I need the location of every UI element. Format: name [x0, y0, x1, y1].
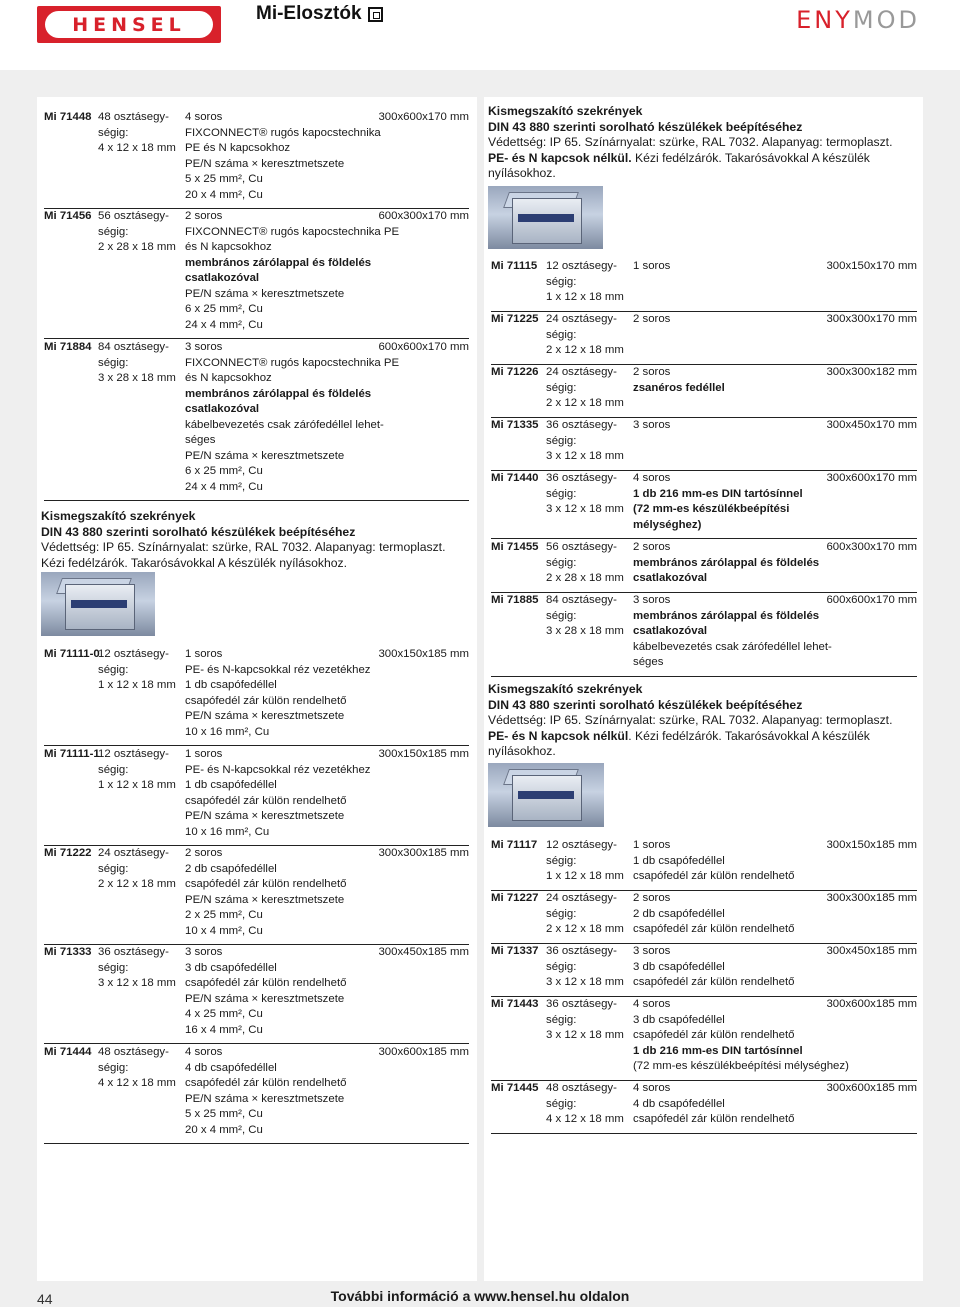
description-line: 3 soros — [633, 594, 671, 606]
module-capacity — [546, 944, 636, 991]
description-line: (72 mm-es készülékbeépítési mélységhez) — [633, 1060, 849, 1072]
description-line: 2 soros — [633, 366, 671, 378]
product-image — [488, 186, 603, 249]
product-description — [185, 846, 346, 939]
row-divider — [491, 676, 917, 677]
product-code: Mi 71335 — [491, 419, 539, 431]
product-row — [491, 259, 917, 312]
product-code: Mi 71455 — [491, 541, 539, 553]
module-capacity-line: ségig: — [546, 960, 577, 973]
product-dimensions: 300x450x185 mm — [826, 945, 917, 957]
section-text: Védettség: IP 65. Színárnyalat: szürke, RAL 7032. Alapanyag: termoplaszt. — [41, 540, 446, 554]
description-line: 2 x 25 mm², Cu — [185, 909, 263, 921]
product-code: Mi 71117 — [491, 839, 538, 851]
description-line: 1 db 216 mm-es DIN tartósínnel — [633, 487, 803, 500]
product-row — [44, 209, 469, 339]
product-description — [633, 593, 832, 671]
section-subtitle: DIN 43 880 szerinti sorolható készülékek beépítéséhez — [488, 119, 803, 134]
module-capacity-line: ségig: — [98, 126, 129, 139]
description-line: csatlakozóval — [185, 403, 260, 415]
description-line: membrános zárólappal és földelés — [633, 609, 820, 622]
description-line: 3 soros — [633, 419, 671, 431]
product-code: Mi 71445 — [491, 1082, 539, 1094]
section-text: Védettség: IP 65. Színárnyalat: szürke, RAL 7032. Alapanyag: termoplaszt. — [488, 713, 893, 727]
module-capacity — [546, 1081, 636, 1128]
footer-link-text: További információ a www.hensel.hu oldalon — [330, 1288, 630, 1304]
product-dimensions: 300x300x185 mm — [826, 892, 917, 904]
product-row — [491, 944, 917, 997]
description-line: csapófedél zár külön rendelhető — [185, 1077, 347, 1089]
description-line: PE/N száma × keresztmetszete — [185, 1092, 345, 1105]
module-capacity-line: 24 osztásegy- — [546, 313, 617, 325]
product-row — [491, 593, 917, 677]
product-row — [44, 340, 469, 501]
product-description — [185, 647, 371, 740]
module-capacity-line: 1 x 12 x 18 mm — [98, 679, 176, 691]
product-row — [491, 540, 917, 593]
module-capacity-line: 12 osztásegy- — [546, 260, 617, 272]
product-row — [44, 747, 469, 846]
product-code: Mi 71222 — [44, 847, 92, 859]
page-title — [256, 3, 383, 25]
product-description — [633, 944, 794, 991]
product-description — [633, 997, 849, 1075]
module-capacity-line: 3 x 28 x 18 mm — [98, 372, 176, 384]
left-column — [37, 97, 477, 1281]
module-capacity-line: ségig: — [546, 907, 577, 920]
module-capacity — [98, 945, 188, 992]
product-description — [633, 838, 794, 885]
right-section-header-2 — [488, 682, 892, 760]
module-capacity — [546, 891, 636, 938]
description-line: PE/N száma × keresztmetszete — [185, 992, 345, 1005]
module-capacity-line: 4 x 12 x 18 mm — [98, 1077, 176, 1089]
product-image — [488, 763, 604, 827]
module-capacity-line: 2 x 12 x 18 mm — [98, 878, 176, 890]
product-code: Mi 71885 — [491, 594, 539, 606]
module-capacity — [546, 838, 636, 885]
product-row — [44, 945, 469, 1044]
module-capacity-line: 3 x 12 x 18 mm — [546, 450, 624, 462]
module-capacity-line: 36 osztásegy- — [546, 419, 617, 431]
product-dimensions: 600x300x170 mm — [378, 210, 469, 222]
product-row — [44, 846, 469, 945]
section-text: PE- és N kapcsok nélkül. Kézi fedélzárók. Takarósávokkal A készülék — [488, 150, 870, 165]
description-line: kábelbevezetés csak zárófedéllel lehet- — [185, 418, 384, 431]
description-line: 4 soros — [633, 998, 671, 1010]
product-description — [633, 471, 803, 533]
module-capacity-line: ségig: — [546, 275, 577, 288]
right-section-header-1 — [488, 104, 892, 182]
module-capacity-line: 12 osztásegy- — [546, 839, 617, 851]
product-dimensions: 300x600x170 mm — [826, 472, 917, 484]
description-line: PE/N száma × keresztmetszete — [185, 157, 345, 170]
page-title-text: Mi-Elosztók — [256, 3, 362, 24]
description-line: és N kapcsokhoz — [185, 372, 272, 384]
module-capacity-line: ségig: — [98, 356, 129, 369]
product-row — [491, 471, 917, 539]
product-dimensions: 300x300x170 mm — [826, 313, 917, 325]
module-capacity — [98, 340, 188, 387]
module-capacity-line: 12 osztásegy- — [98, 648, 169, 660]
description-line: PE és N kapcsokhoz — [185, 142, 291, 154]
product-code: Mi 71227 — [491, 892, 539, 904]
description-line: csapófedél zár külön rendelhető — [185, 794, 347, 807]
module-capacity-line: ségig: — [98, 663, 129, 676]
section-title: Kismegszakító szekrények — [488, 104, 643, 118]
description-line: séges — [633, 656, 664, 668]
description-line: FIXCONNECT® rugós kapocstechnika PE — [185, 356, 400, 369]
row-divider — [44, 1043, 469, 1044]
description-line: FIXCONNECT® rugós kapocstechnika — [185, 126, 381, 139]
section-subtitle: DIN 43 880 szerinti sorolható készülékek beépítéséhez — [488, 697, 803, 712]
product-dimensions: 300x600x170 mm — [378, 111, 469, 123]
description-line: PE/N száma × keresztmetszete — [185, 449, 345, 462]
description-line: 2 db csapófedéllel — [633, 907, 725, 920]
product-dimensions: 300x150x170 mm — [826, 260, 917, 272]
description-line: 5 x 25 mm², Cu — [185, 1108, 263, 1120]
description-line: 2 soros — [185, 210, 223, 222]
section-title: Kismegszakító szekrények — [41, 509, 196, 523]
right-column — [484, 97, 923, 1281]
description-line: 4 soros — [633, 472, 671, 484]
product-image — [41, 572, 155, 636]
description-line: 24 x 4 mm², Cu — [185, 480, 263, 493]
description-line: 10 x 16 mm², Cu — [185, 725, 270, 738]
product-code: Mi 71111-1 — [44, 748, 100, 760]
description-line: 6 x 25 mm², Cu — [185, 303, 263, 315]
product-description — [185, 340, 399, 495]
module-capacity-line: ségig: — [98, 862, 129, 875]
product-dimensions: 600x600x170 mm — [378, 341, 469, 353]
product-code: Mi 71225 — [491, 313, 539, 325]
description-line: 1 soros — [633, 260, 671, 272]
module-capacity — [546, 997, 636, 1044]
product-code: Mi 71337 — [491, 945, 539, 957]
module-capacity — [98, 647, 188, 694]
product-description — [185, 209, 399, 333]
module-capacity — [546, 593, 636, 640]
module-capacity — [546, 259, 636, 306]
product-row — [491, 365, 917, 418]
description-line: 1 db csapófedéllel — [185, 679, 277, 691]
section-subtitle: DIN 43 880 szerinti sorolható készülékek beépítéséhez — [41, 524, 356, 539]
description-line: csapófedél zár külön rendelhető — [185, 878, 347, 890]
description-line: 1 soros — [185, 748, 223, 760]
product-dimensions: 300x300x185 mm — [378, 847, 469, 859]
product-description — [633, 540, 819, 587]
product-code: Mi 71226 — [491, 366, 539, 378]
module-capacity-line: 84 osztásegy- — [546, 594, 617, 606]
module-capacity — [98, 747, 188, 794]
enymod-logo-red: ENY — [796, 6, 853, 34]
product-description — [633, 891, 794, 938]
description-line: 1 db csapófedéllel — [633, 854, 725, 867]
description-line: membrános zárólappal és földelés — [185, 387, 372, 400]
module-capacity-line: 84 osztásegy- — [98, 341, 169, 353]
description-line: 16 x 4 mm², Cu — [185, 1023, 263, 1036]
module-capacity-line: 4 x 12 x 18 mm — [98, 142, 176, 154]
description-line: (72 mm-es készülékbeépítési — [633, 503, 790, 515]
hensel-logo — [37, 6, 221, 43]
product-code: Mi 71456 — [44, 210, 92, 222]
description-line: csapófedél zár külön rendelhető — [185, 977, 347, 989]
row-divider — [44, 338, 469, 339]
module-capacity-line: ségig: — [546, 609, 577, 622]
description-line: 3 db csapófedéllel — [185, 961, 277, 974]
product-description — [185, 1045, 346, 1138]
description-line: FIXCONNECT® rugós kapocstechnika PE — [185, 225, 400, 238]
product-dimensions: 300x600x185 mm — [826, 998, 917, 1010]
section-text: Kézi fedélzárók. Takarósávokkal A készülék nyílásokhoz. — [41, 555, 347, 570]
module-capacity-line: ségig: — [546, 1097, 577, 1110]
description-line: 2 soros — [633, 313, 671, 325]
description-line: 4 x 25 mm², Cu — [185, 1008, 263, 1020]
description-line: PE- és N-kapcsokkal réz vezetékhez — [185, 763, 371, 776]
product-row — [491, 312, 917, 365]
module-capacity — [546, 540, 636, 587]
module-capacity-line: 2 x 12 x 18 mm — [546, 344, 624, 356]
product-description — [185, 945, 346, 1038]
product-code: Mi 71333 — [44, 946, 92, 958]
module-capacity-line: ségig: — [546, 854, 577, 867]
description-line: PE/N száma × keresztmetszete — [185, 287, 345, 300]
description-line: mélységhez) — [633, 518, 702, 531]
description-line: membrános zárólappal és földelés — [633, 556, 820, 569]
module-capacity-line: 48 osztásegy- — [98, 111, 169, 123]
left-section-header — [41, 509, 445, 571]
module-capacity-line: 3 x 12 x 18 mm — [546, 503, 624, 515]
description-line: séges — [185, 434, 216, 446]
module-capacity-line: 2 x 12 x 18 mm — [546, 923, 624, 935]
module-capacity-line: 56 osztásegy- — [546, 541, 617, 553]
enymod-logo — [796, 6, 920, 34]
description-line: 3 soros — [185, 946, 223, 958]
section-text: PE- és N kapcsok nélkül. Kézi fedélzárók. Takarósávokkal A készülék — [488, 728, 870, 743]
module-capacity — [98, 209, 188, 256]
product-row — [491, 1081, 917, 1134]
module-capacity-line: 3 x 12 x 18 mm — [546, 1029, 624, 1041]
product-row — [491, 997, 917, 1081]
module-capacity-line: 4 x 12 x 18 mm — [546, 1113, 624, 1125]
description-line: csatlakozóval — [633, 572, 708, 584]
module-capacity-line: ségig: — [546, 1013, 577, 1026]
description-line: kábelbevezetés csak zárófedéllel lehet- — [633, 640, 832, 653]
module-capacity-line: ségig: — [98, 1061, 129, 1074]
module-capacity — [98, 1045, 188, 1092]
module-capacity-line: 24 osztásegy- — [546, 366, 617, 378]
description-line: PE- és N-kapcsokkal réz vezetékhez — [185, 663, 371, 676]
product-dimensions: 300x450x185 mm — [378, 946, 469, 958]
module-capacity — [546, 312, 636, 359]
section-title: Kismegszakító szekrények — [488, 682, 643, 696]
row-divider — [491, 1133, 917, 1134]
product-code: Mi 71444 — [44, 1046, 92, 1058]
module-capacity-line: 12 osztásegy- — [98, 748, 169, 760]
module-capacity-line: ségig: — [98, 763, 129, 776]
module-capacity-line: 56 osztásegy- — [98, 210, 169, 222]
description-line: membrános zárólappal és földelés — [185, 256, 372, 269]
product-dimensions: 300x300x182 mm — [826, 366, 917, 378]
row-divider — [44, 1143, 469, 1144]
product-dimensions: 300x150x185 mm — [826, 839, 917, 851]
row-divider — [44, 745, 469, 746]
description-line: PE/N száma × keresztmetszete — [185, 710, 345, 722]
description-line: 3 db csapófedéllel — [633, 1013, 725, 1026]
module-capacity-line: ségig: — [546, 487, 577, 500]
module-capacity-line: 48 osztásegy- — [98, 1046, 169, 1058]
module-capacity-line: ségig: — [546, 381, 577, 394]
description-line: 20 x 4 mm², Cu — [185, 1123, 263, 1136]
module-capacity-line: ségig: — [546, 434, 577, 447]
description-line: 3 db csapófedéllel — [633, 960, 725, 973]
description-line: 1 db csapófedéllel — [185, 779, 277, 791]
description-line: 2 soros — [633, 892, 671, 904]
description-line: és N kapcsokhoz — [185, 241, 272, 253]
module-capacity-line: 36 osztásegy- — [546, 945, 617, 957]
description-line: 24 x 4 mm², Cu — [185, 318, 263, 331]
product-description — [185, 110, 381, 203]
product-code: Mi 71443 — [491, 998, 539, 1010]
description-line: csatlakozóval — [185, 272, 260, 284]
description-line: 4 soros — [185, 1046, 223, 1058]
description-line: csapófedél zár külön rendelhető — [633, 1113, 795, 1125]
description-line: 3 soros — [185, 341, 223, 353]
module-capacity — [98, 846, 188, 893]
description-line: 10 x 4 mm², Cu — [185, 924, 263, 937]
product-description — [633, 418, 670, 434]
description-line: 1 soros — [185, 648, 223, 660]
enymod-logo-grey: MOD — [852, 6, 920, 34]
module-capacity — [546, 418, 636, 465]
module-capacity-line: 2 x 28 x 18 mm — [546, 572, 624, 584]
description-line: csapófedél zár külön rendelhető — [633, 923, 795, 935]
module-capacity-line: 36 osztásegy- — [546, 998, 617, 1010]
section-text: nyílásokhoz. — [488, 744, 556, 758]
module-capacity-line: 1 x 12 x 18 mm — [546, 870, 624, 882]
product-description — [633, 312, 670, 328]
product-description — [633, 259, 670, 275]
description-line: 10 x 16 mm², Cu — [185, 825, 270, 838]
product-dimensions: 300x150x185 mm — [378, 648, 469, 660]
description-line: 2 soros — [185, 847, 223, 859]
module-capacity-line: 24 osztásegy- — [98, 847, 169, 859]
product-row — [44, 110, 469, 209]
description-line: PE/N száma × keresztmetszete — [185, 893, 345, 906]
description-line: 1 soros — [633, 839, 671, 851]
row-divider — [44, 500, 469, 501]
product-description — [633, 1081, 794, 1128]
description-line: csapófedél zár külön rendelhető — [185, 694, 347, 707]
module-capacity-line: 48 osztásegy- — [546, 1082, 617, 1094]
hensel-logo-text: HENSEL — [72, 13, 186, 36]
description-line: csapófedél zár külön rendelhető — [633, 1029, 795, 1041]
module-capacity-line: 1 x 12 x 18 mm — [98, 779, 176, 791]
module-capacity-line: ségig: — [98, 225, 129, 238]
module-capacity-line: ségig: — [98, 961, 129, 974]
protection-class-icon — [368, 7, 383, 22]
description-line: 4 db csapófedéllel — [633, 1097, 725, 1110]
product-dimensions: 300x600x185 mm — [826, 1082, 917, 1094]
product-code: Mi 71115 — [491, 260, 538, 272]
description-line: 4 soros — [633, 1082, 671, 1094]
product-row — [491, 418, 917, 471]
module-capacity-line: 24 osztásegy- — [546, 892, 617, 904]
module-capacity-line: 2 x 28 x 18 mm — [98, 241, 176, 253]
product-description — [185, 747, 371, 840]
product-code: Mi 71884 — [44, 341, 92, 353]
product-row — [491, 891, 917, 944]
description-line: csapófedél zár külön rendelhető — [633, 870, 795, 882]
description-line: 2 db csapófedéllel — [185, 862, 277, 875]
product-row — [44, 647, 469, 746]
product-dimensions: 300x150x185 mm — [378, 748, 469, 760]
module-capacity-line: ségig: — [546, 328, 577, 341]
module-capacity-line: 2 x 12 x 18 mm — [546, 397, 624, 409]
description-line: 6 x 25 mm², Cu — [185, 465, 263, 477]
description-line: csatlakozóval — [633, 625, 708, 637]
module-capacity — [546, 365, 636, 412]
page-header — [0, 0, 960, 70]
description-line: 4 soros — [185, 111, 223, 123]
product-dimensions: 300x450x170 mm — [826, 419, 917, 431]
module-capacity-line: 36 osztásegy- — [546, 472, 617, 484]
module-capacity-line: 3 x 12 x 18 mm — [546, 976, 624, 988]
product-dimensions: 600x600x170 mm — [826, 594, 917, 606]
description-line: 3 soros — [633, 945, 671, 957]
product-code: Mi 71440 — [491, 472, 539, 484]
description-line: zsanéros fedéllel — [633, 381, 725, 394]
product-dimensions: 300x600x185 mm — [378, 1046, 469, 1058]
module-capacity — [546, 471, 636, 518]
product-row — [44, 1045, 469, 1144]
product-dimensions: 600x300x170 mm — [826, 541, 917, 553]
product-code: Mi 71448 — [44, 111, 92, 123]
description-line: 4 db csapófedéllel — [185, 1061, 277, 1074]
module-capacity — [98, 110, 188, 157]
description-line: 20 x 4 mm², Cu — [185, 188, 263, 201]
page-number: 44 — [37, 1291, 53, 1307]
row-divider — [491, 538, 917, 539]
module-capacity-line: ségig: — [546, 556, 577, 569]
section-text: nyílásokhoz. — [488, 166, 556, 180]
module-capacity-line: 36 osztásegy- — [98, 946, 169, 958]
description-line: PE/N száma × keresztmetszete — [185, 810, 345, 822]
product-code: Mi 71111-0 — [44, 648, 100, 660]
module-capacity-line: 3 x 12 x 18 mm — [98, 977, 176, 989]
product-row — [491, 838, 917, 891]
section-text: Védettség: IP 65. Színárnyalat: szürke, RAL 7032. Alapanyag: termoplaszt. — [488, 135, 893, 149]
module-capacity-line: 1 x 12 x 18 mm — [546, 291, 624, 303]
description-line: csapófedél zár külön rendelhető — [633, 976, 795, 988]
description-line: 2 soros — [633, 541, 671, 553]
module-capacity-line: 3 x 28 x 18 mm — [546, 625, 624, 637]
product-description — [633, 365, 725, 396]
description-line: 5 x 25 mm², Cu — [185, 173, 263, 185]
description-line: 1 db 216 mm-es DIN tartósínnel — [633, 1044, 803, 1057]
